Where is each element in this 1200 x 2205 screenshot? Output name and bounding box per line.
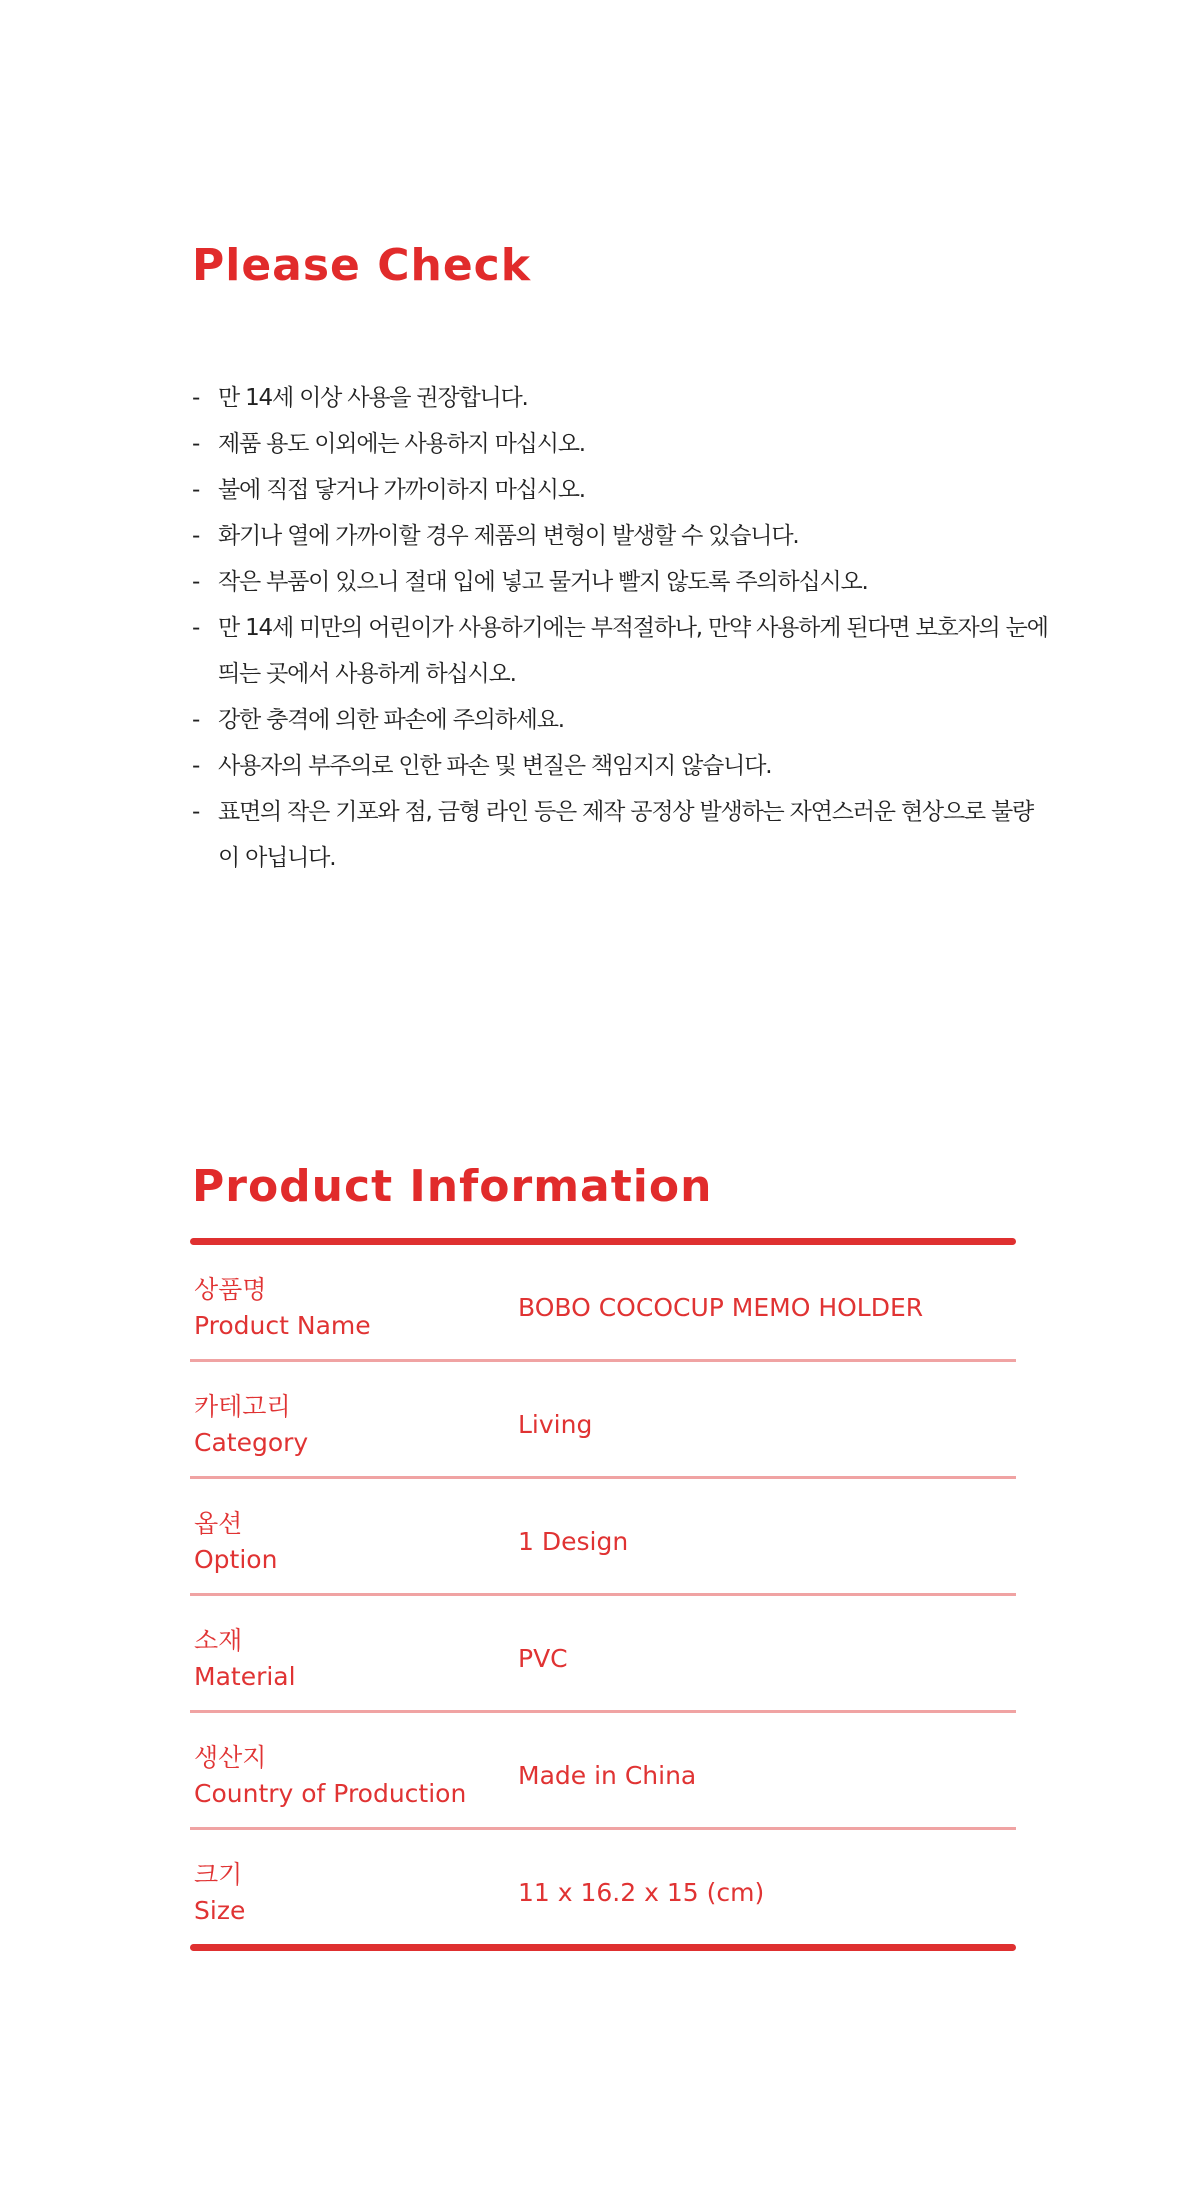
product-information-title: Product Information xyxy=(192,1161,713,1212)
dash-bullet: - xyxy=(192,385,200,411)
row-value: BOBO COCOCUP MEMO HOLDER xyxy=(518,1293,924,1322)
label-english: Size xyxy=(194,1896,246,1925)
notice-text: 만 14세 미만의 어린이가 사용하기에는 부적절하나, 만약 사용하게 된다면 보호자의 눈에 띄는 곳에서 사용하게 하십시오. xyxy=(218,615,1048,687)
label-english: Option xyxy=(194,1545,278,1574)
label-english: Country of Production xyxy=(194,1779,467,1808)
notice-text: 표면의 작은 기포와 점, 금형 라인 등은 제작 공정상 발생하는 자연스러운 현상으로 불량이 아닙니다. xyxy=(218,799,1034,871)
dash-bullet: - xyxy=(192,707,200,733)
dash-bullet: - xyxy=(192,431,200,457)
dash-bullet: - xyxy=(192,523,200,549)
row-label xyxy=(194,1623,296,1695)
table-top-rule xyxy=(190,1238,1016,1245)
dash-bullet: - xyxy=(192,799,200,825)
notice-item xyxy=(192,743,1052,789)
row-value: PVC xyxy=(518,1644,568,1673)
label-korean: 소재 xyxy=(194,1626,243,1655)
label-korean: 생산지 xyxy=(194,1743,267,1772)
notice-item xyxy=(192,421,1052,467)
notice-item xyxy=(192,697,1052,743)
row-value: 11 x 16.2 x 15 (cm) xyxy=(518,1878,765,1907)
notice-text: 만 14세 이상 사용을 권장합니다. xyxy=(218,385,528,411)
notice-item xyxy=(192,513,1052,559)
label-korean: 크기 xyxy=(194,1860,243,1889)
label-english: Product Name xyxy=(194,1311,371,1340)
dash-bullet: - xyxy=(192,753,200,779)
row-label xyxy=(194,1740,466,1812)
info-row-country xyxy=(190,1713,1016,1830)
notice-text: 불에 직접 닿거나 가까이하지 마십시오. xyxy=(218,477,585,503)
info-row-category xyxy=(190,1362,1016,1479)
info-row-option xyxy=(190,1479,1016,1596)
dash-bullet: - xyxy=(192,477,200,503)
notice-list xyxy=(192,375,1052,881)
notice-text: 제품 용도 이외에는 사용하지 마십시오. xyxy=(218,431,585,457)
info-row-product-name xyxy=(190,1245,1016,1362)
dash-bullet: - xyxy=(192,615,200,641)
notice-item xyxy=(192,559,1052,605)
row-label xyxy=(194,1272,371,1344)
row-label xyxy=(194,1857,245,1929)
row-value: 1 Design xyxy=(518,1527,629,1556)
label-english: Material xyxy=(194,1662,296,1691)
label-korean: 옵션 xyxy=(194,1509,243,1538)
table-bottom-rule xyxy=(190,1944,1016,1951)
notice-item xyxy=(192,605,1052,697)
row-label xyxy=(194,1506,277,1578)
row-value: Made in China xyxy=(518,1761,697,1790)
notice-text: 작은 부품이 있으니 절대 입에 넣고 물거나 빨지 않도록 주의하십시오. xyxy=(218,569,868,595)
notice-item xyxy=(192,789,1052,881)
notice-text: 사용자의 부주의로 인한 파손 및 변질은 책임지지 않습니다. xyxy=(218,753,772,779)
notice-text: 강한 충격에 의한 파손에 주의하세요. xyxy=(218,707,564,733)
row-value: Living xyxy=(518,1410,593,1439)
info-row-material xyxy=(190,1596,1016,1713)
row-label xyxy=(194,1389,308,1461)
dash-bullet: - xyxy=(192,569,200,595)
notice-item xyxy=(192,467,1052,513)
label-korean: 카테고리 xyxy=(194,1392,291,1421)
please-check-title: Please Check xyxy=(192,240,532,291)
notice-item xyxy=(192,375,1052,421)
label-korean: 상품명 xyxy=(194,1275,267,1304)
notice-text: 화기나 열에 가까이할 경우 제품의 변형이 발생할 수 있습니다. xyxy=(218,523,799,549)
label-english: Category xyxy=(194,1428,309,1457)
product-info-table xyxy=(190,1238,1016,1951)
info-row-size xyxy=(190,1830,1016,1944)
